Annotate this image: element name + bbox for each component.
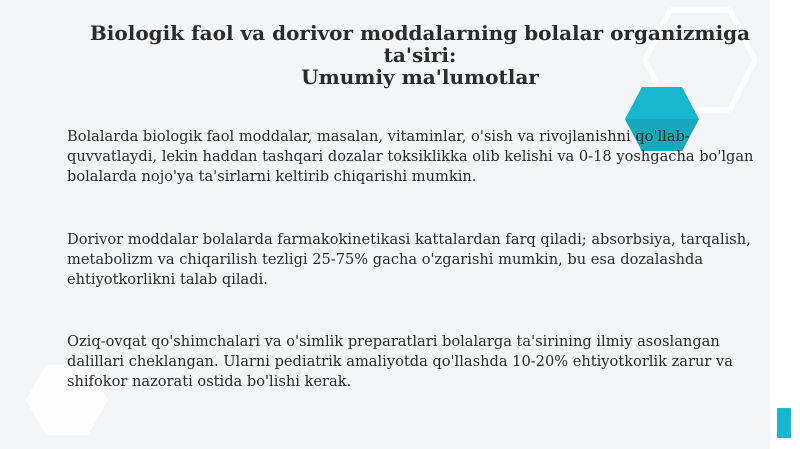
right-rail: [770, 0, 800, 449]
title-line-2: Umumiy ma'lumotlar: [301, 65, 539, 89]
paragraph-2: Dorivor moddalar bolalarda farmakokinetikasi kattalardan farq qiladi; absorbsiya, tarqalish, metabolizm va chiqarilish tezligi 25-75% gacha o'zgarishi mumkin, bu esa dozalashda ehtiyotkorlikni talab qiladi.: [67, 231, 751, 288]
scroll-thumb[interactable]: [777, 408, 791, 438]
paragraph-1: Bolalarda biologik faol moddalar, masalan, vitaminlar, o'sish va rivojlanishni qo'llab-quvvatlaydi, lekin haddan tashqari dozalar toksiklikka olib kelishi va 0-18 yoshgacha bo'lgan bolalarda nojo'ya ta'sirlarni keltirib chiqarishi mumkin.: [67, 128, 754, 185]
slide-title: [60, 22, 770, 88]
paragraph-3: Oziq-ovqat qo'shimchalari va o'simlik preparatlari bolalarga ta'sirining ilmiy asoslangan dalillari cheklangan. Ularni pediatrik amaliyotda qo'llashda 10-20% ehtiyotkorlik zarur va shifokor nazorati ostida bo'lishi kerak.: [67, 333, 733, 390]
title-line-1: Biologik faol va dorivor moddalarning bolalar organizmiga ta'siri:: [89, 21, 751, 67]
